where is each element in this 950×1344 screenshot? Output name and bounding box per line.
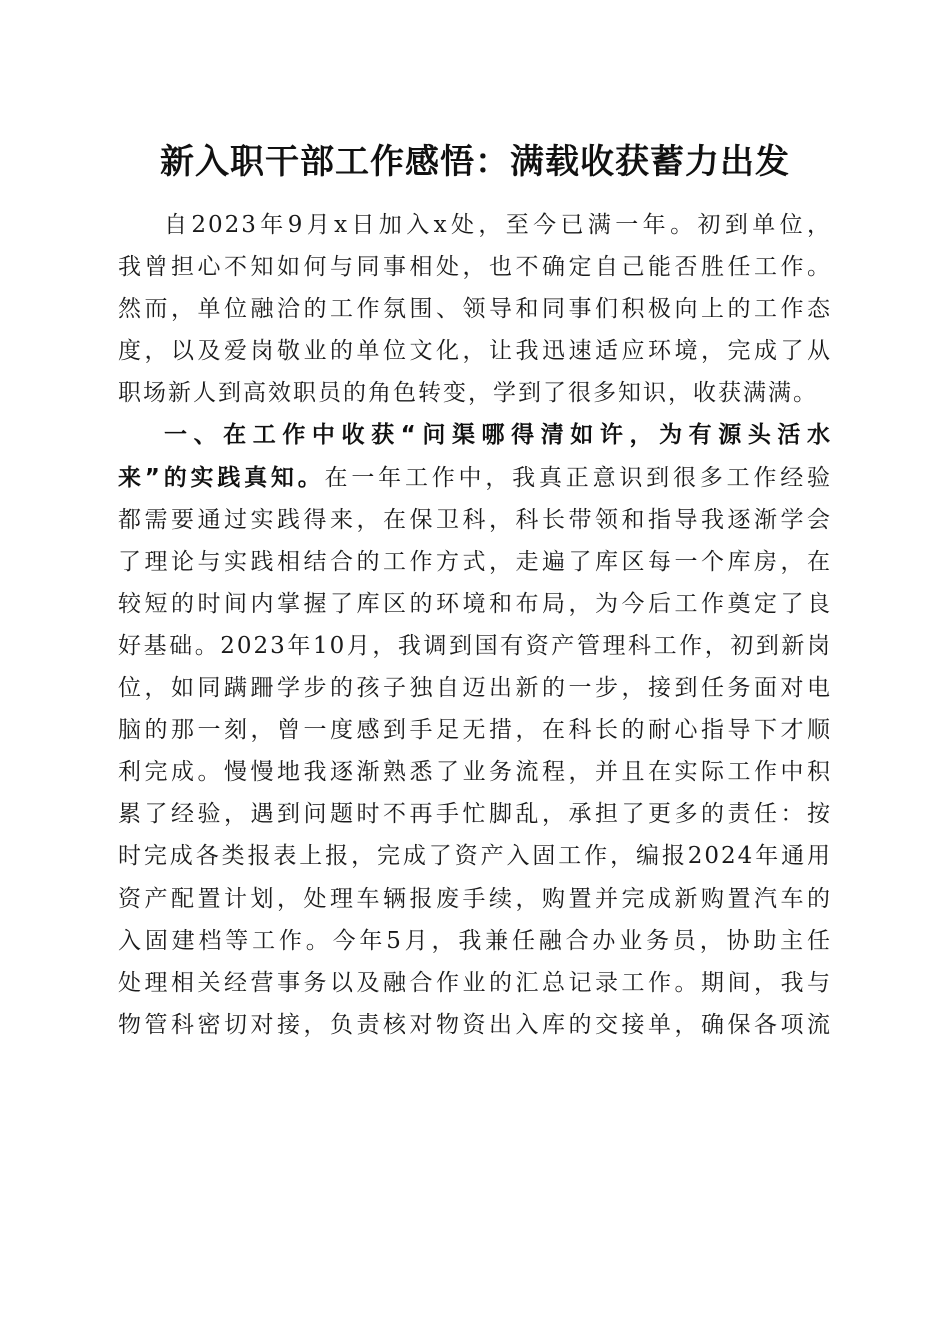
paragraph-line: 好基础。2023年10月，我调到国有资产管理科工作，初到新岗 <box>118 632 832 659</box>
paragraph-line: 了理论与实践相结合的工作方式，走遍了库区每一个库房，在 <box>118 548 832 575</box>
paragraph-line-rest: 在一年工作中，我真正意识到很多工作经验 <box>324 464 832 491</box>
paragraph-line: 然而，单位融洽的工作氛围、领导和同事们积极向上的工作态 <box>118 296 832 323</box>
paragraph-line: 时完成各类报表上报，完成了资产入固工作，编报2024年通用 <box>118 843 832 870</box>
paragraph-intro <box>118 204 832 414</box>
paragraph-line: 累了经验，遇到问题时不再手忙脚乱，承担了更多的责任：按 <box>118 801 832 828</box>
section-heading-tail: 来”的实践真知。 <box>118 464 325 491</box>
document-body <box>118 204 832 1046</box>
paragraph-line: 资产配置计划，处理车辆报废手续，购置并完成新购置汽车的 <box>118 885 832 912</box>
paragraph-line <box>118 457 832 499</box>
paragraph-line: 较短的时间内掌握了库区的环境和布局，为今后工作奠定了良 <box>118 590 832 617</box>
paragraph-line: 物管科密切对接，负责核对物资出入库的交接单，确保各项流 <box>118 1011 832 1038</box>
document-title: 新入职干部工作感悟：满载收获蓄力出发 <box>160 142 790 182</box>
paragraph-line: 利完成。慢慢地我逐渐熟悉了业务流程，并且在实际工作中积 <box>118 759 832 786</box>
paragraph-line: 都需要通过实践得来，在保卫科，科长带领和指导我逐渐学会 <box>118 506 832 533</box>
paragraph-section-one <box>118 414 832 1045</box>
paragraph-line: 度，以及爱岗敬业的单位文化，让我迅速适应环境，完成了从 <box>118 338 832 365</box>
section-heading-line: 一、在工作中收获“问渠哪得清如许，为有源头活水 <box>164 422 832 449</box>
paragraph-line: 脑的那一刻，曾一度感到手足无措，在科长的耐心指导下才顺 <box>118 717 832 744</box>
paragraph-line: 自2023年9月x日加入x处，至今已满一年。初到单位， <box>164 212 832 238</box>
paragraph-line: 位，如同蹒跚学步的孩子独自迈出新的一步，接到任务面对电 <box>118 675 832 702</box>
paragraph-line: 处理相关经营事务以及融合作业的汇总记录工作。期间，我与 <box>118 969 832 996</box>
paragraph-line: 职场新人到高效职员的角色转变，学到了很多知识，收获满满。 <box>118 380 818 407</box>
paragraph-line: 入固建档等工作。今年5月，我兼任融合办业务员，协助主任 <box>118 927 832 954</box>
paragraph-line: 我曾担心不知如何与同事相处，也不确定自己能否胜任工作。 <box>118 254 832 281</box>
